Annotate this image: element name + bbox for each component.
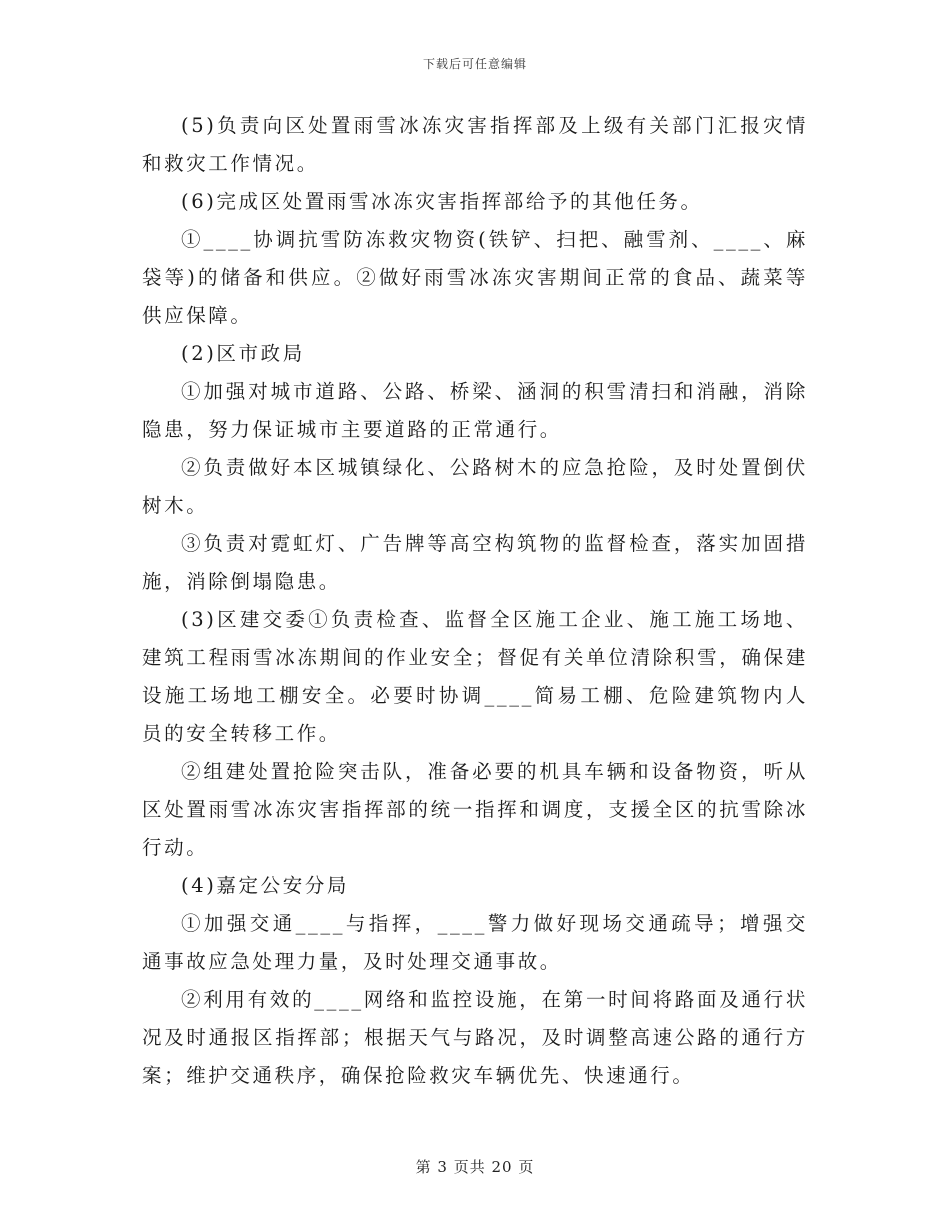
page-footer: 第 3 页共 20 页 xyxy=(415,1158,535,1176)
paragraph-2: (6)完成区处置雨雪冰冻灾害指挥部给予的其他任务。 xyxy=(181,190,703,213)
paragraph-11: ①加强交通____与指挥，____警力做好现场交通疏导；增强交通事故应急处理力量，及时处理交通事故。 xyxy=(142,912,808,973)
page-header: 下载后可任意编辑 xyxy=(422,57,527,71)
section-heading-police: (4)嘉定公安分局 xyxy=(181,874,350,897)
document-body xyxy=(142,107,808,1095)
paragraph-3: ①____协调抗雪防冻救灾物资(铁铲、扫把、融雪剂、____、麻袋等)的储备和供应。②做好雨雪冰冻灾害期间正常的食品、蔬菜等供应保障。 xyxy=(142,228,808,327)
paragraph-9: ②组建处置抢险突击队，准备必要的机具车辆和设备物资，听从区处置雨雪冰冻灾害指挥部的统一指挥和调度，支援全区的抗雪除冰行动。 xyxy=(142,760,808,859)
paragraph-8: (3)区建交委①负责检查、监督全区施工企业、施工施工场地、建筑工程雨雪冰冻期间的作业安全；督促有关单位清除积雪，确保建设施工场地工棚安全。必要时协调____简易工棚、危险建筑物内人员的安全转移工作。 xyxy=(142,608,808,745)
paragraph-12: ②利用有效的____网络和监控设施，在第一时间将路面及通行状况及时通报区指挥部；根据天气与路况，及时调整高速公路的通行方案；维护交通秩序，确保抢险救灾车辆优先、快速通行。 xyxy=(142,988,808,1087)
paragraph-5: ①加强对城市道路、公路、桥梁、涵洞的积雪清扫和消融，消除隐患，努力保证城市主要道路的正常通行。 xyxy=(142,380,808,441)
paragraph-1: (5)负责向区处置雨雪冰冻灾害指挥部及上级有关部门汇报灾情和救灾工作情况。 xyxy=(142,114,808,175)
paragraph-6: ②负责做好本区城镇绿化、公路树木的应急抢险，及时处置倒伏树木。 xyxy=(142,456,808,517)
section-heading-market-bureau: (2)区市政局 xyxy=(181,342,305,365)
paragraph-7: ③负责对霓虹灯、广告牌等高空构筑物的监督检查，落实加固措施，消除倒塌隐患。 xyxy=(142,532,808,593)
